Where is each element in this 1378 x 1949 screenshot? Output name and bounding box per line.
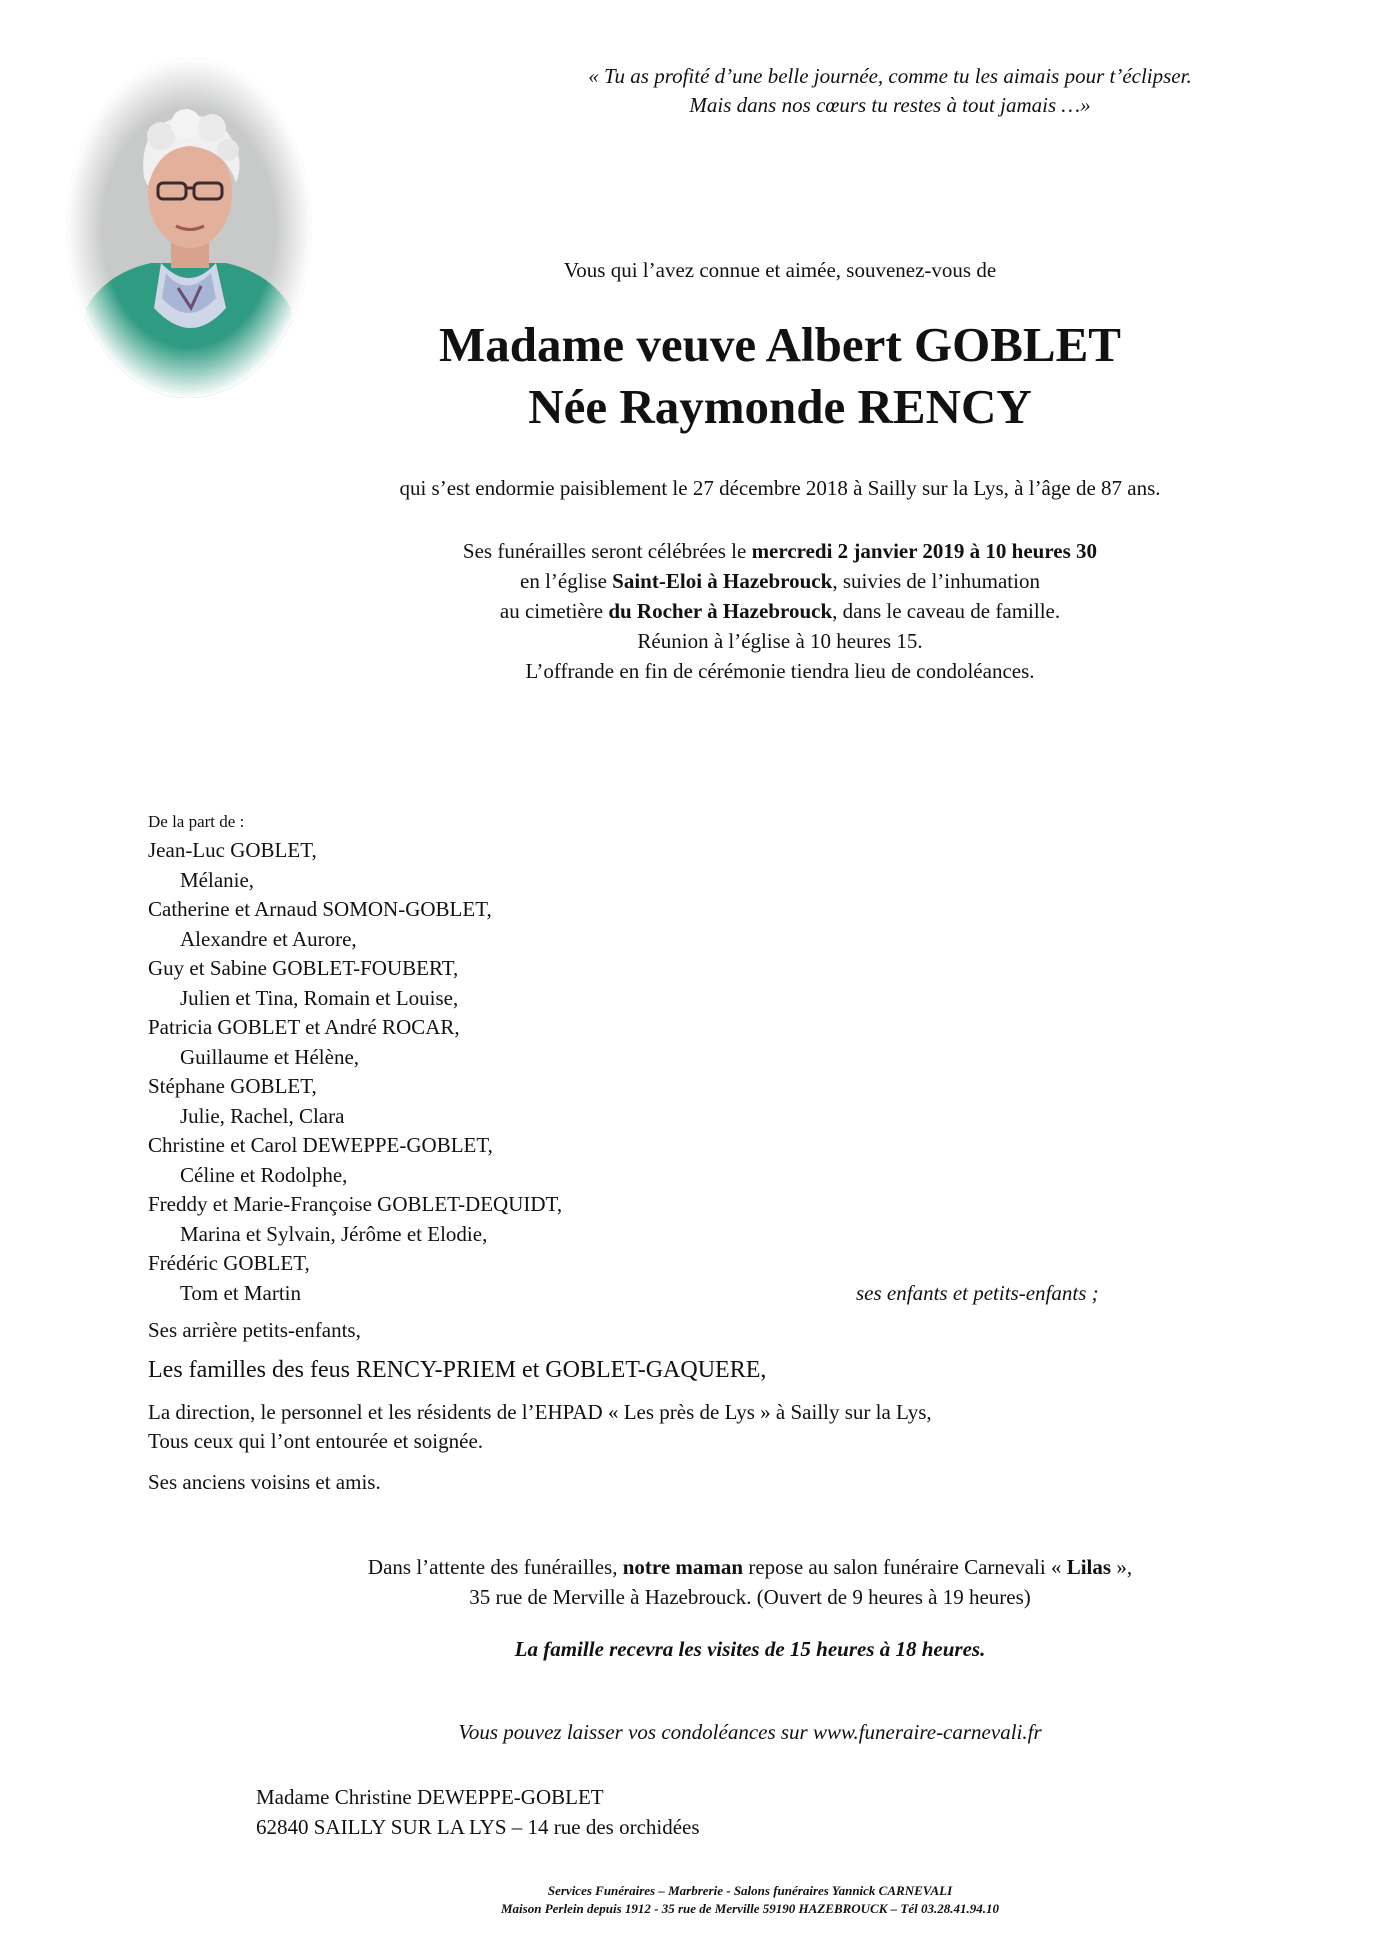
family-row [148, 1190, 1208, 1220]
wake-line-1 [250, 1552, 1250, 1582]
funeral-text: au cimetière [499, 599, 609, 623]
family-list [148, 836, 1208, 1308]
footer-line-2: Maison Perlein depuis 1912 - 35 rue de Merville 59190 HAZEBROUCK – Tél 03.28.41.94.10 [501, 1901, 999, 1916]
quote-line-1: « Tu as profité d’une belle journée, comme tu les aimais pour t’éclipser. [588, 64, 1192, 88]
family-member: Alexandre et Aurore, [180, 926, 357, 951]
funeral-line-5: L’offrande en fin de cérémonie tiendra lieu de condoléances. [525, 659, 1035, 683]
family-member: Julie, Rachel, Clara [180, 1103, 345, 1128]
ehpad-line-1: La direction, le personnel et les résidents de l’EHPAD « Les près de Lys » à Sailly sur la Lys, [148, 1400, 932, 1424]
portrait-illustration [66, 58, 312, 398]
quote-line-2: Mais dans nos cœurs tu restes à tout jamais …» [689, 93, 1091, 117]
ehpad-line-2: Tous ceux qui l’ont entourée et soignée. [148, 1429, 484, 1453]
wake-text: repose au salon funéraire Carnevali « [743, 1555, 1067, 1579]
family-member: Tom et Martin [180, 1280, 302, 1305]
wake-text: », [1111, 1555, 1133, 1579]
family-member: Frédéric GOBLET, [148, 1251, 310, 1275]
family-member: Céline et Rodolphe, [180, 1162, 348, 1187]
name-line-1: Madame veuve Albert GOBLET [439, 317, 1121, 372]
family-member: Catherine et Arnaud SOMON-GOBLET, [148, 897, 492, 921]
great-grandchildren: Ses arrière petits-enfants, [148, 1318, 361, 1342]
family-member: Jean-Luc GOBLET, [148, 838, 317, 862]
family-row [148, 1102, 1208, 1132]
footer-line-1: Services Funéraires – Marbrerie - Salons funéraires Yannick CARNEVALI [547, 1883, 953, 1898]
condolences-note: Vous pouvez laisser vos condoléances sur www.funeraire-carnevali.fr [458, 1720, 1042, 1744]
funeral-line-1 [280, 536, 1280, 566]
family-member: Freddy et Marie-Françoise GOBLET-DEQUIDT, [148, 1192, 563, 1216]
family-row [148, 1161, 1208, 1191]
death-announcement: qui s’est endormie paisiblement le 27 décembre 2018 à Sailly sur la Lys, à l’âge de 87 ans. [399, 476, 1161, 500]
wake-text: Dans l’attente des funérailles, [367, 1555, 623, 1579]
wake-info [250, 1552, 1250, 1612]
family-member: Julien et Tina, Romain et Louise, [180, 985, 459, 1010]
deceased-name [320, 314, 1240, 438]
church-name: Saint-Eloi à Hazebrouck [612, 569, 833, 593]
family-row [148, 1249, 1208, 1279]
family-row [148, 1131, 1208, 1161]
from-label: De la part de : [148, 812, 245, 831]
family-member: Christine et Carol DEWEPPE-GOBLET, [148, 1133, 493, 1157]
funeral-details [280, 536, 1280, 686]
name-line-2: Née Raymonde RENCY [528, 379, 1032, 434]
wake-bold: notre maman [622, 1555, 744, 1579]
children-suffix: ses enfants et petits-enfants ; [856, 1280, 1099, 1305]
neighbours-line: Ses anciens voisins et amis. [148, 1470, 381, 1494]
family-member: Stéphane GOBLET, [148, 1074, 317, 1098]
family-member: Guy et Sabine GOBLET-FOUBERT, [148, 956, 459, 980]
family-row [148, 1043, 1208, 1073]
family-row [148, 1279, 1208, 1309]
contact-name: Madame Christine DEWEPPE-GOBLET [256, 1785, 604, 1809]
family-member: Mélanie, [180, 867, 255, 892]
family-row [148, 925, 1208, 955]
funeral-text: Ses funérailles seront célébrées le [462, 539, 752, 563]
funeral-line-2 [280, 566, 1280, 596]
intro-text: Vous qui l’avez connue et aimée, souvenez-vous de [563, 258, 997, 282]
contact-street: 62840 SAILLY SUR LA LYS – 14 rue des orchidées [256, 1815, 700, 1839]
family-row [148, 1220, 1208, 1250]
funeral-line-3 [280, 596, 1280, 626]
footer [250, 1882, 1250, 1918]
family-row [148, 895, 1208, 925]
family-row [148, 866, 1208, 896]
family-member: Patricia GOBLET et André ROCAR, [148, 1015, 460, 1039]
funeral-date: mercredi 2 janvier 2019 à 10 heures 30 [751, 539, 1098, 563]
funeral-text: , dans le caveau de famille. [832, 599, 1061, 623]
family-row [148, 1072, 1208, 1102]
family-row [148, 954, 1208, 984]
family-member: Marina et Sylvain, Jérôme et Elodie, [180, 1221, 488, 1246]
funeral-text: en l’église [520, 569, 613, 593]
family-row [148, 836, 1208, 866]
epitaph-quote [470, 62, 1310, 120]
family-row [148, 1013, 1208, 1043]
wake-line-2: 35 rue de Merville à Hazebrouck. (Ouvert de 9 heures à 19 heures) [469, 1585, 1031, 1609]
families-line: Les familles des feus RENCY-PRIEM et GOBLET-GAQUERE, [148, 1357, 767, 1383]
salon-name: Lilas [1066, 1555, 1112, 1579]
family-row [148, 984, 1208, 1014]
portrait-photo [66, 58, 312, 398]
funeral-text: , suivies de l’inhumation [832, 569, 1040, 593]
contact-address [256, 1782, 700, 1842]
visits-hours: La famille recevra les visites de 15 heures à 18 heures. [514, 1637, 986, 1661]
funeral-line-4: Réunion à l’église à 10 heures 15. [637, 629, 923, 653]
cemetery-name: du Rocher à Hazebrouck [608, 599, 833, 623]
family-member: Guillaume et Hélène, [180, 1044, 360, 1069]
